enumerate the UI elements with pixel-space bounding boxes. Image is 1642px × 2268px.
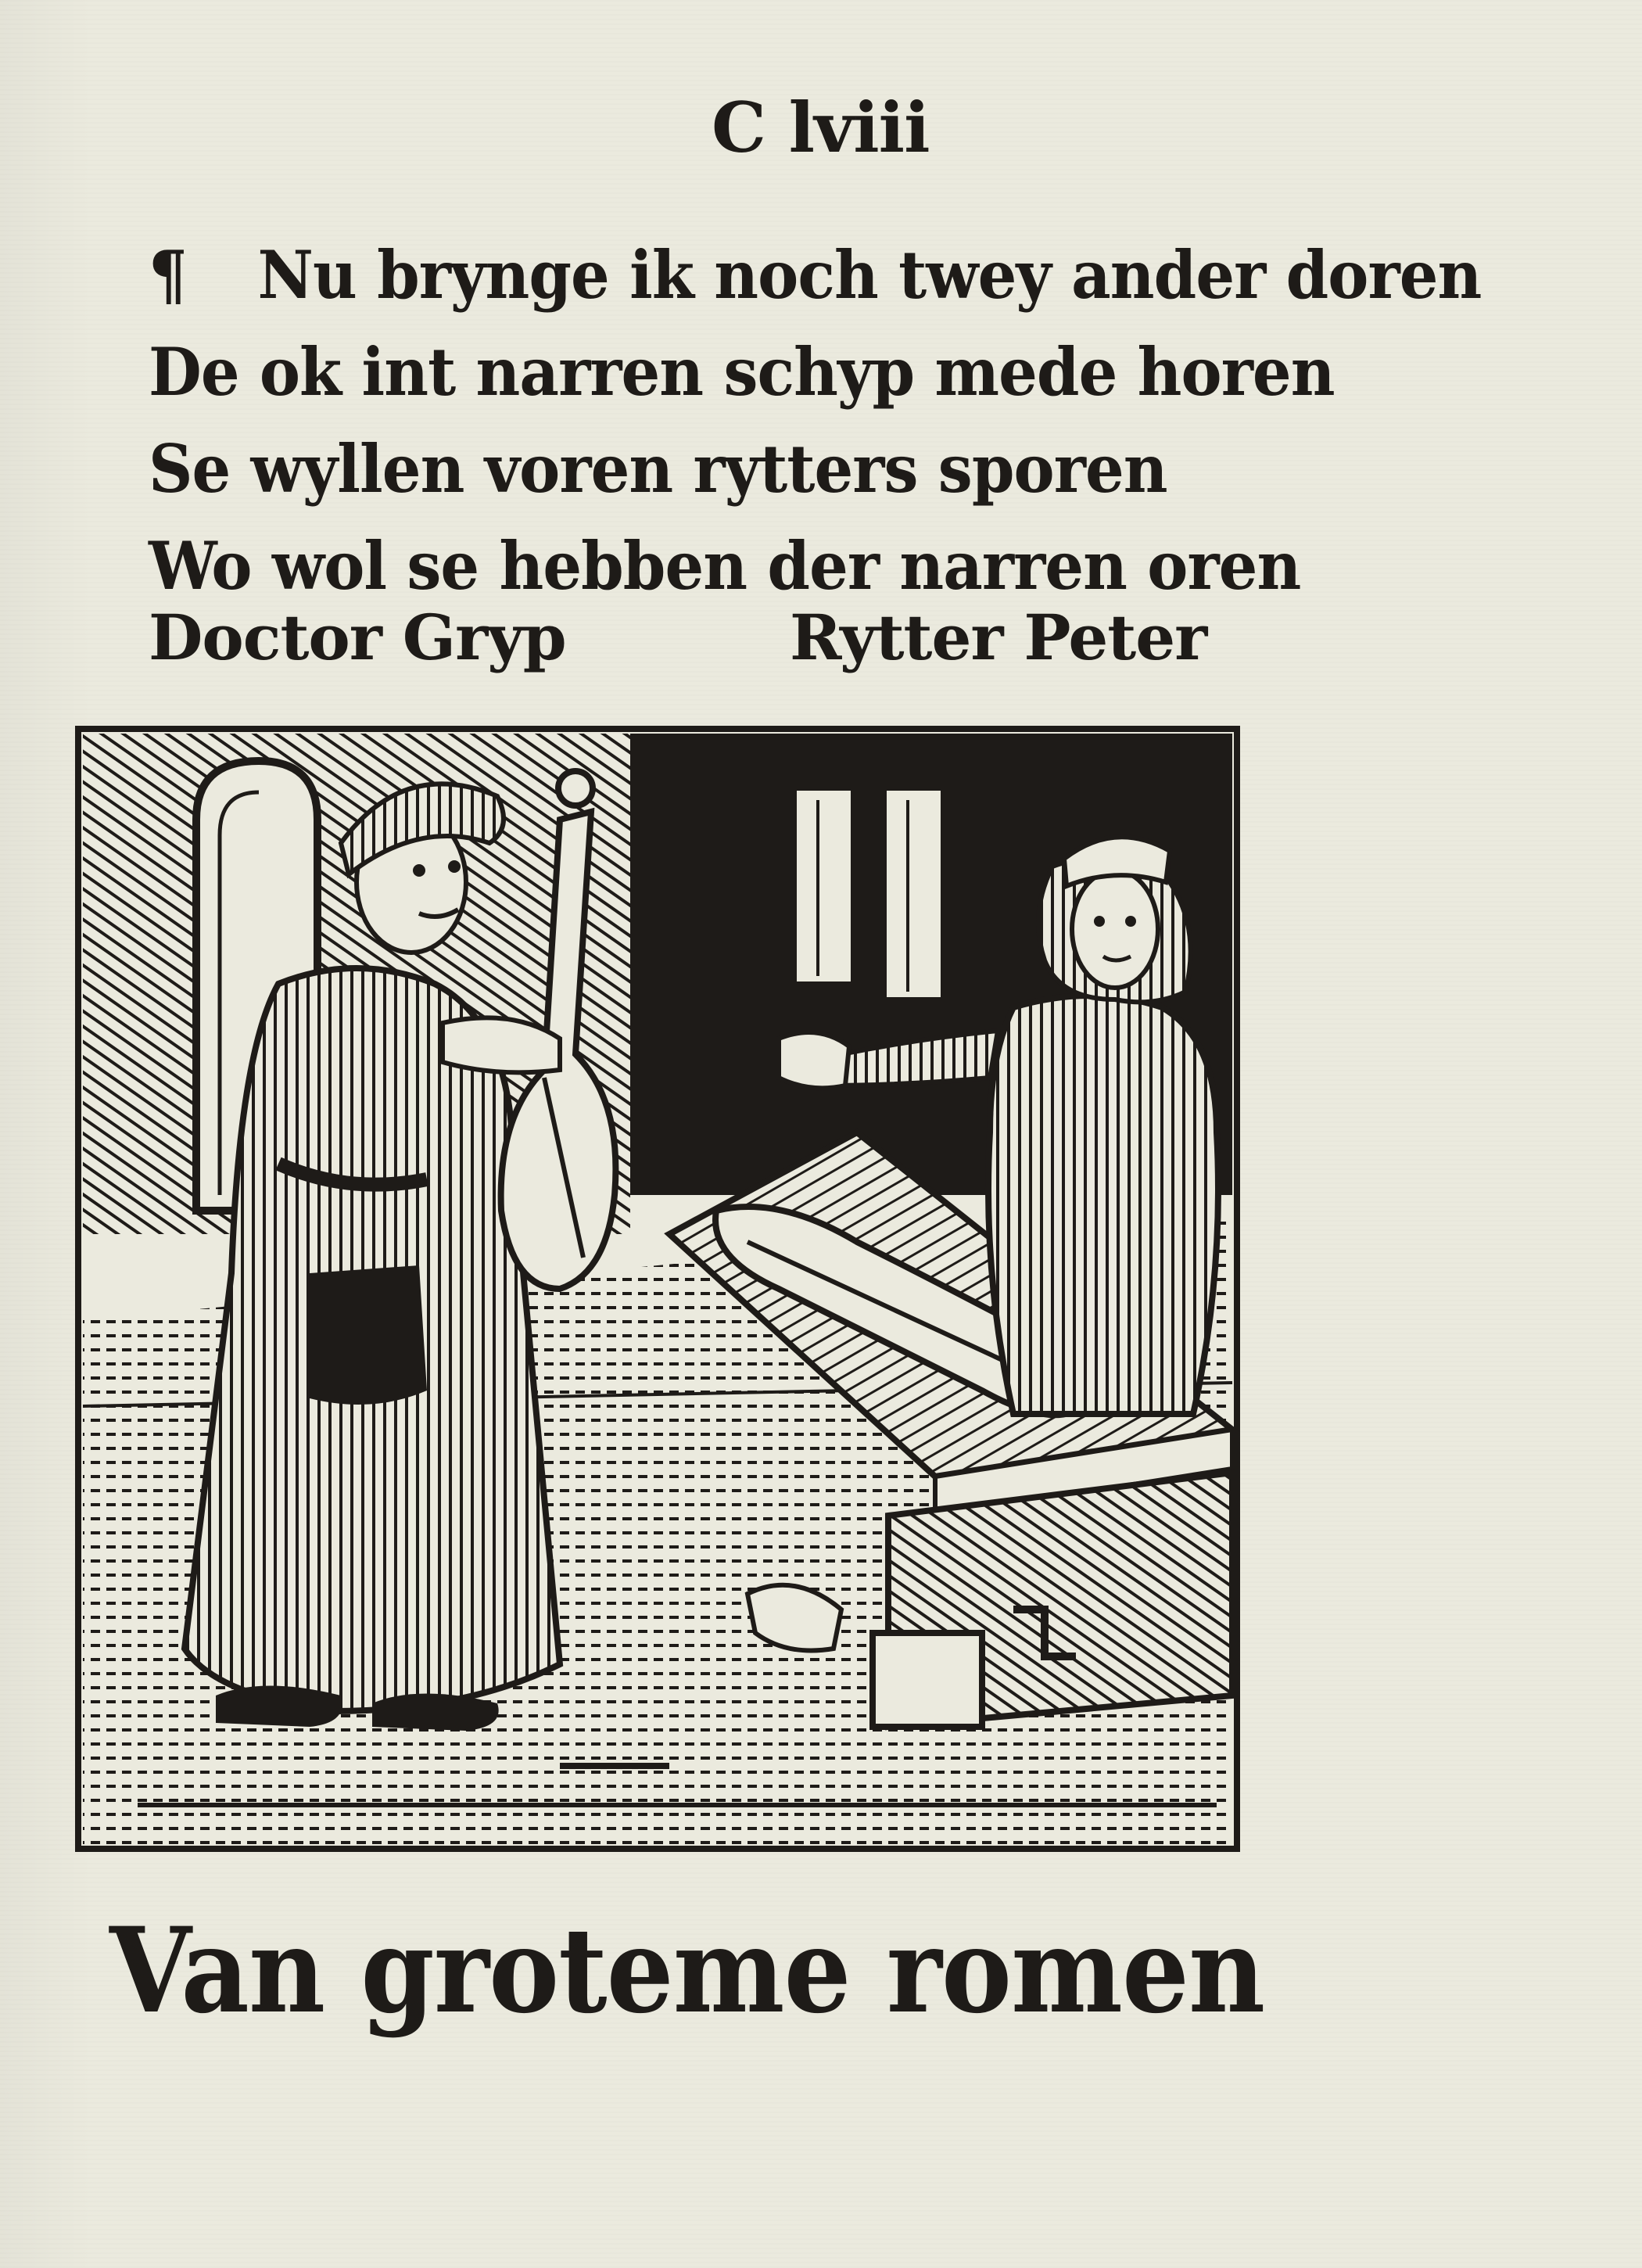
verse-block xyxy=(149,227,1482,615)
label-knight: Rytter Peter xyxy=(790,601,1207,674)
verse-line-2: De ok int narren schyp mede horen xyxy=(149,333,1335,411)
folio-number: C lviii xyxy=(712,87,930,168)
window-left xyxy=(794,788,853,984)
verse-line-4: Wo wol se hebben der narren oren xyxy=(149,527,1301,605)
doctor-belt-pouch xyxy=(310,1265,427,1405)
woodcut-illustration xyxy=(75,726,1240,1852)
verse-line-1-text: Nu brynge ik noch twey ander doren xyxy=(257,236,1482,314)
pilcrow-icon: ¶ xyxy=(149,236,187,314)
verse-line-3: Se wyllen voren rytters sporen xyxy=(149,430,1167,508)
verse-line-1 xyxy=(149,227,1482,324)
chapter-title: Van groteme romen xyxy=(109,1902,1265,2040)
knight-hand xyxy=(779,1032,849,1088)
figure-labels xyxy=(149,594,1282,680)
window-right xyxy=(884,788,943,999)
label-doctor: Doctor Gryp xyxy=(149,601,566,674)
knight-face xyxy=(1072,870,1158,988)
knight-body xyxy=(988,996,1218,1414)
doctor-feet xyxy=(216,1686,342,1728)
